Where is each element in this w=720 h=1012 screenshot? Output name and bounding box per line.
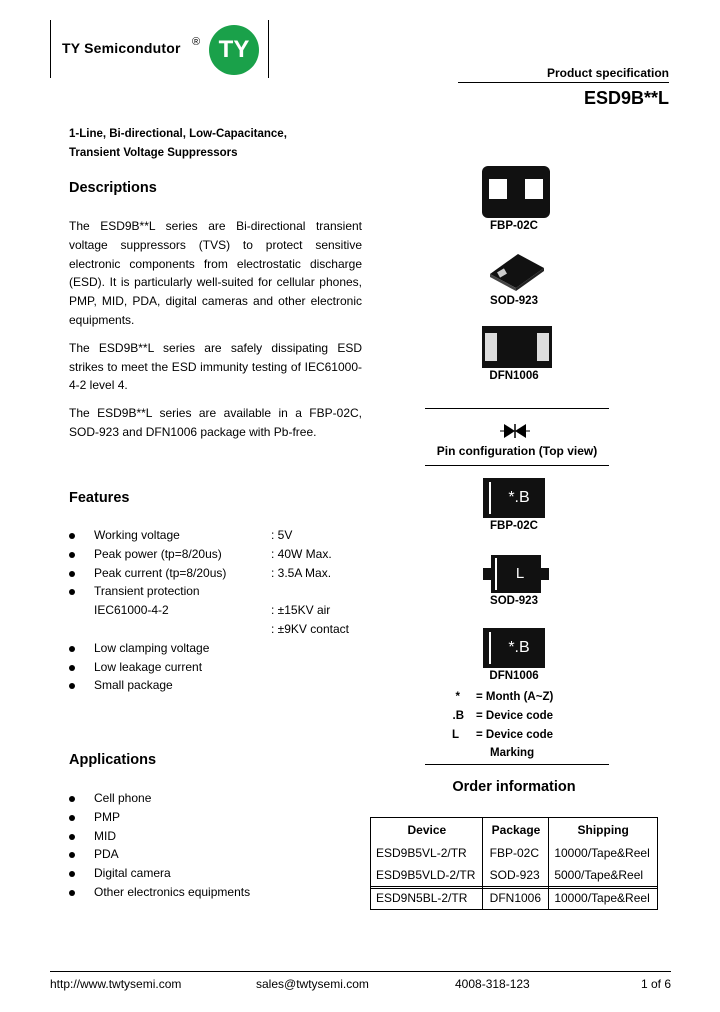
application-label: PMP — [94, 809, 121, 824]
bullet-icon — [69, 834, 75, 840]
feature-label: Low clamping voltage — [94, 640, 210, 655]
list-item — [69, 545, 369, 564]
list-item — [69, 808, 369, 827]
feature-label: IEC61000-4-2 — [94, 603, 169, 618]
bullet-icon — [69, 589, 75, 595]
feature-label: Transient protection — [94, 584, 200, 599]
ty-logo: TY — [209, 25, 259, 75]
header-rule — [458, 82, 669, 83]
sod-923-marking-text: L — [515, 565, 525, 582]
list-item — [69, 639, 369, 658]
legend-symbol: L — [451, 728, 459, 741]
marking-title: Marking — [490, 747, 535, 760]
legend-row — [440, 726, 610, 745]
footer-email[interactable]: sales@twtysemi.com — [256, 977, 369, 991]
applications-list — [69, 789, 369, 902]
description-paragraph-3: The ESD9B**L series are available in a FBP-02C, SOD-923 and DFN1006 package with Pb-free. — [69, 406, 362, 439]
footer-phone: 4008-318-123 — [455, 977, 530, 991]
dfn1006-marking-diagram — [483, 628, 545, 668]
application-label: Digital camera — [94, 866, 171, 881]
application-label: PDA — [94, 847, 119, 862]
feature-value: : ±15KV air — [271, 603, 331, 618]
list-item — [69, 620, 369, 639]
table-header-row — [370, 818, 658, 842]
order-table — [370, 818, 658, 909]
feature-value: : 3.5A Max. — [271, 565, 332, 580]
cell-device: ESD9B5VLD-2/TR — [376, 868, 476, 882]
cell-package: FBP-02C — [489, 846, 540, 860]
sod-923-caption: SOD-923 — [490, 295, 538, 307]
footer-rule — [50, 971, 671, 972]
bullet-icon — [69, 571, 75, 577]
bullet-icon — [69, 871, 75, 877]
footer-url[interactable]: http://www.twtysemi.com — [50, 977, 182, 991]
applications-heading: Applications — [69, 752, 157, 768]
cell-device: ESD9N5BL-2/TR — [376, 891, 468, 905]
marking-fbp-caption: FBP-02C — [490, 520, 538, 532]
table-row — [370, 887, 658, 910]
marking-dfn-caption: DFN1006 — [489, 670, 539, 682]
cell-package: SOD-923 — [489, 868, 540, 882]
subtitle-line-2: Transient Voltage Suppressors — [69, 147, 238, 159]
bullet-icon — [69, 796, 75, 802]
pin1-bar — [489, 482, 491, 514]
legend-symbol: .B — [452, 709, 464, 722]
sod-923-marking-diagram — [491, 555, 541, 593]
list-item — [69, 658, 369, 677]
order-table-row-divider — [370, 888, 658, 889]
legend-symbol: * — [455, 691, 460, 703]
pin1-bar — [495, 558, 497, 590]
list-item — [69, 864, 369, 883]
list-item — [69, 582, 369, 601]
fbp-02c-caption: FBP-02C — [490, 220, 538, 232]
sod-923-package-icon — [488, 246, 546, 292]
bullet-icon — [69, 852, 75, 858]
marking-rule — [425, 764, 609, 765]
descriptions-heading: Descriptions — [69, 180, 157, 196]
bullet-icon — [69, 552, 75, 558]
bullet-icon — [69, 890, 75, 896]
descriptions-body — [69, 217, 362, 451]
list-item — [69, 789, 369, 808]
dfn1006-marking-text: *.B — [508, 639, 530, 656]
feature-label: Small package — [94, 678, 173, 693]
order-table-divider-1 — [482, 817, 483, 910]
legend-description: = Month (A~Z) — [476, 691, 554, 703]
pin-config-rule-top — [425, 408, 609, 409]
feature-value: : ±9KV contact — [271, 621, 349, 636]
application-label: Other electronics equipments — [94, 884, 251, 899]
cell-package: DFN1006 — [489, 891, 542, 905]
order-info-heading: Order information — [452, 779, 576, 795]
cell-shipping: 10000/Tape&Reel — [554, 891, 650, 905]
feature-label: Peak current (tp=8/20us) — [94, 565, 227, 580]
subtitle-line-1: 1-Line, Bi-directional, Low-Capacitance, — [69, 128, 287, 140]
legend-description: = Device code — [476, 728, 554, 741]
features-list — [69, 526, 369, 695]
feature-label: Peak power (tp=8/20us) — [94, 546, 222, 561]
pin-config-title: Pin configuration (Top view) — [436, 444, 598, 458]
sod-923-left-lead — [483, 568, 491, 580]
fbp-02c-marking-text: *.B — [508, 489, 530, 506]
marking-legend — [440, 688, 610, 763]
bidirectional-diode-icon — [500, 421, 530, 441]
list-item — [69, 526, 369, 545]
feature-value: : 5V — [271, 528, 293, 542]
legend-description: = Device code — [476, 709, 554, 722]
part-number: ESD9B**L — [583, 88, 669, 108]
features-heading: Features — [69, 490, 130, 506]
sod-923-right-lead — [541, 568, 549, 580]
footer-page-number: 1 of 6 — [640, 977, 671, 991]
bullet-icon — [69, 533, 75, 539]
description-paragraph-2: The ESD9B**L series are safely dissipating ESD strikes to meet the ESD immunity testing of IEC61000-4-2 level 4. — [69, 340, 362, 393]
feature-label: Working voltage — [94, 528, 180, 542]
product-spec-label: Product specification — [546, 66, 669, 80]
feature-label: Low leakage current — [94, 659, 203, 674]
legend-row — [440, 688, 610, 707]
header-right-rule — [268, 20, 269, 78]
bullet-icon — [69, 646, 75, 652]
list-item — [69, 676, 369, 695]
table-row — [370, 864, 658, 887]
dfn1006-caption: DFN1006 — [489, 370, 539, 382]
legend-row — [440, 707, 610, 726]
subtitle — [69, 125, 287, 163]
application-label: Cell phone — [94, 791, 152, 805]
list-item — [69, 564, 369, 583]
fbp-02c-marking-diagram — [483, 478, 545, 518]
table-row — [370, 842, 658, 864]
fbp-02c-package-icon — [481, 165, 551, 219]
application-label: MID — [94, 828, 116, 843]
brand-name: TY Semicondutor — [62, 40, 181, 56]
registered-mark: ® — [192, 36, 201, 48]
legend-row — [440, 744, 610, 763]
cell-shipping: 10000/Tape&Reel — [554, 846, 650, 860]
marking-sod-caption: SOD-923 — [490, 595, 538, 607]
bullet-icon — [69, 815, 75, 821]
pin1-bar — [489, 632, 491, 664]
cell-device: ESD9B5VL-2/TR — [376, 846, 467, 860]
dfn1006-package-icon — [481, 325, 553, 369]
pin-config-rule-bottom — [425, 465, 609, 466]
list-item — [69, 883, 369, 902]
description-paragraph-1: The ESD9B**L series are Bi-directional transient voltage suppressors (TVS) to protect sensitive electronic components from electrostatic discharge (ESD). It is particularly well-suited for cellular phones, PMP, MID, PDA, digital cameras and other electronic equipments. — [69, 219, 362, 327]
order-table-divider-2 — [548, 817, 549, 910]
bullet-icon — [69, 665, 75, 671]
list-item — [69, 827, 369, 846]
cell-shipping: 5000/Tape&Reel — [554, 868, 644, 882]
list-item — [69, 601, 369, 620]
column-header-package: Package — [491, 823, 541, 837]
header-left-rule — [50, 20, 51, 78]
column-header-device: Device — [407, 823, 447, 837]
bullet-icon — [69, 683, 75, 689]
column-header-shipping: Shipping — [577, 823, 629, 837]
feature-value: : 40W Max. — [271, 546, 332, 561]
list-item — [69, 845, 369, 864]
